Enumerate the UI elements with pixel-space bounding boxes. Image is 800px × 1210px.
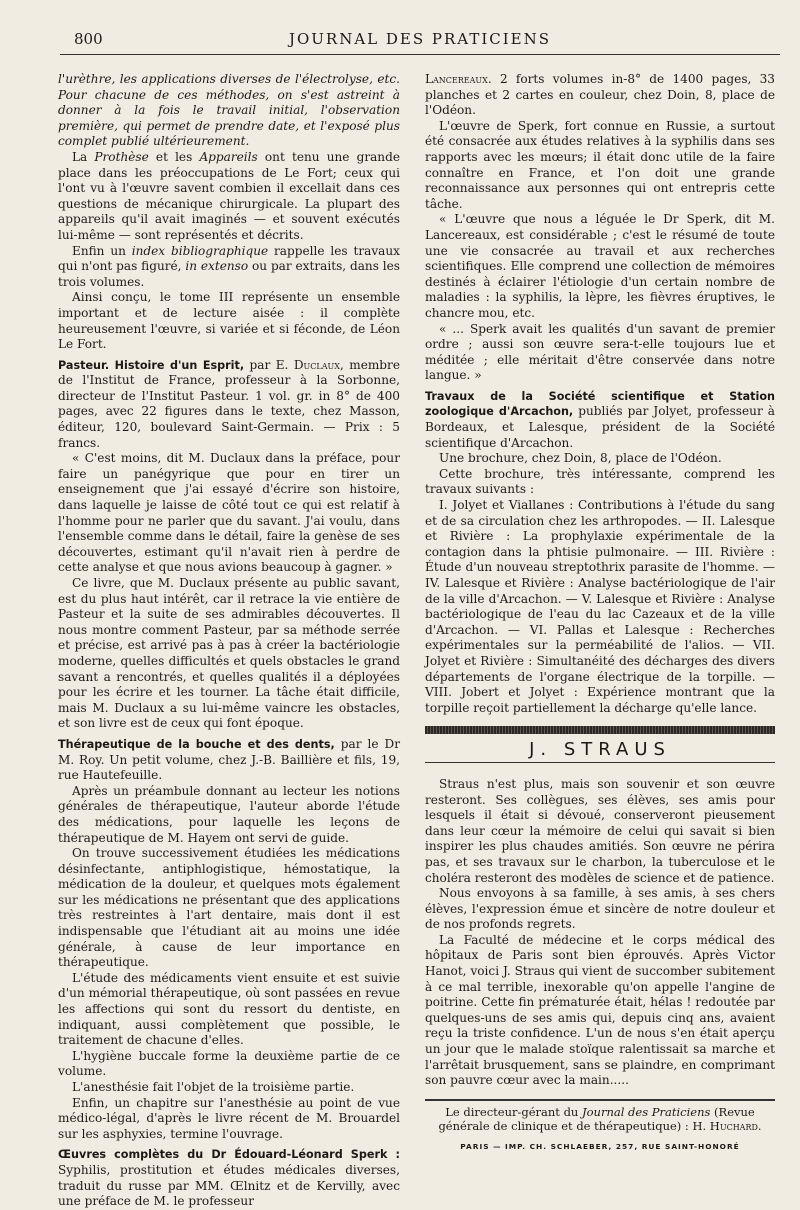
footer-rule xyxy=(425,1099,775,1101)
header-rule xyxy=(60,54,780,55)
section-divider xyxy=(425,726,775,734)
right-column xyxy=(425,72,775,1154)
paragraph xyxy=(58,150,400,244)
review-entry-pasteur xyxy=(58,358,400,452)
paragraph: Ce livre, que M. Duclaux présente au public savant, est du plus haut intérêt, car il retrace la vie entière de Pasteur et la suite de ses admirables découvertes. Il nous montre comment Pasteur, par sa méthode serrée et précise, est arrivé pas à pas à créer la bactériologie moderne, quelles difficultés et quels obstacles le grand savant a rencontrés, et quelles qualités il a déployées pour les écrire et les tourner. La tâche était difficile, mais M. Duclaux a su lui-même vaincre les obstacles, et son livre est de ceux qui font époque. xyxy=(58,576,400,731)
page-number: 800 xyxy=(74,30,103,48)
paragraph xyxy=(425,72,775,119)
paragraph: L'hygiène buccale forme la deuxième partie de ce volume. xyxy=(58,1048,400,1079)
text: Appareils xyxy=(199,149,258,164)
text: Huchard xyxy=(709,1118,758,1133)
paragraph: « L'œuvre que nous a léguée le Dr Sperk, dit M. Lancereaux, est considérable ; c'est le résumé de toute une vie consacrée au travail et aux recherches scientifiques. Elle comprend une collection de mémoires destinés à éclairer l'étiologie d'un certain nombre de maladies : la syphilis, la lèpre, les fièvres éruptives, le chancre mou, etc. xyxy=(425,212,775,320)
paragraph: La Faculté de médecine et le corps médical des hôpitaux de Paris sont bien éprouvés. Après Victor Hanot, voici J. Straus qui vient de succomber subitement à ce mal terrible, inexorable qu'on appelle l'angine de poitrine. Cette fin prématurée était, hélas ! redoutée par quelques-uns de ses amis qui, depuis cinq ans, avaient reçu la triste confidence. L'un de nous s'en était aperçu un jour que le malade stoïque ralentissait sa marche et l'arrêtait brusquement, sans se plaindre, en comprimant son pauvre cœur avec la main..... xyxy=(425,932,775,1088)
text: , membre de l'Institut de France, professeur à la Sorbonne, directeur de l'Institut Pasteur. 1 vol. gr. in 8° de 400 pages, avec 22 figures dans le texte, chez Masson, éditeur, 120, boulevard Saint-Germain. — Prix : 5 francs. xyxy=(58,357,400,450)
text: Enfin un xyxy=(72,243,132,258)
text: in extenso xyxy=(185,259,249,274)
paragraph: L'étude des médicaments vient ensuite et est suivie d'un mémorial thérapeutique, où sont passées en revue les affections qui sont du ressort du dentiste, en indiquant, aussi complètement que possible, le traitement de chacune d'elles. xyxy=(58,970,400,1048)
paragraph: Enfin, un chapitre sur l'anesthésie au point de vue médico-légal, d'après le livre récent de M. Brouardel sur les asphyxies, termine l'ouvrage. xyxy=(58,1095,400,1141)
left-column xyxy=(58,72,400,1210)
obituary-title: J. STRAUS xyxy=(529,739,671,761)
paragraph: « ... Sperk avait les qualités d'un savant de premier ordre ; aussi son œuvre sera-t-elle toujours lue et méditée ; elle méritait d'être conservée dans notre langue. » xyxy=(425,321,775,383)
review-entry-sperk xyxy=(58,1147,400,1209)
text: ont tenu une grande place dans les préoccupations de Le Fort; ceux qui l'ont vu à l'œuvre savent combien il excellait dans ces questions de mécanique chirurgicale. La plupart des appareils qu'il avait imaginés — et souvent exécutés lui-même — sont représentés et décrits. xyxy=(58,149,400,242)
paragraph: « C'est moins, dit M. Duclaux dans la préface, pour faire un panégyrique que pour en tirer un enseignement que j'ai essayé d'écrire son histoire, dans laquelle je laisse de côté tout ce qui est relatif à l'homme pour ne parler que du savant. J'ai voulu, dans l'ensemble comme dans le détail, faire la genèse de ses découvertes, estimant qu'il n'avait rien à perdre de cette analyse et que nous avions beaucoup à gagner. » xyxy=(58,451,400,575)
paragraph: L'anesthésie fait l'objet de la troisième partie. xyxy=(72,1080,355,1094)
paragraph: Cette brochure, très intéressante, comprend les travaux suivants : xyxy=(425,466,775,497)
paragraph: Après un préambule donnant au lecteur les notions générales de thérapeutique, l'auteur aborde l'étude des médications, pour laquelle les leçons de thérapeutique de M. Hayem ont servi de guide. xyxy=(58,783,400,845)
text: Journal des Praticiens xyxy=(582,1104,711,1119)
paragraph: Straus n'est plus, mais son souvenir et son œuvre resteront. Ses collègues, ses élèves, ses amis pour lesquels il était si dévoué, conserveront pieusement dans leur cœur la mémoire de celui qui savait si bien inspirer les plus chaudes amitiés. Son œuvre ne périra pas, et ses travaux sur le charbon, la tuberculose et le choléra resteront des modèles de science et de patience. xyxy=(425,776,775,885)
paragraph-text: l'urèthre, les applications diverses de l'électrolyse, etc. Pour chacune de ces méthodes, on s'est astreint à donner à la fois le travail initial, l'observation première, qui permet de prendre date, et l'exposé plus complet publié ultérieurement. xyxy=(58,72,400,149)
paragraph: Une brochure, chez Doin, 8, place de l'Odéon. xyxy=(439,451,722,466)
text: . xyxy=(757,1118,762,1133)
text: (Revue générale de clinique et de thérapeutique) : H. xyxy=(438,1104,755,1133)
text: . 2 forts volumes in-8° de 1400 pages, 33 planches et 2 cartes en couleur, chez Doin, 8, place de l'Odéon. xyxy=(425,72,775,118)
printer-imprint: PARIS — IMP. CH. SCHLAEBER, 257, RUE SAINT-HONORÉ xyxy=(460,1141,740,1151)
entry-heading: Travaux de la Société scientifique et Station zoologique d'Arcachon, xyxy=(425,389,775,419)
journal-title: JOURNAL DES PRATICIENS xyxy=(288,30,552,48)
text: par E. xyxy=(244,357,294,372)
paragraph: I. Jolyet et Viallanes : Contributions à l'étude du sang et de sa circulation chez les arthropodes. — II. Lalesque et Rivière : La prophylaxie expérimentale de la contagion dans la phtisie pulmonaire. — III. Rivière : Étude d'un nouveau streptothrix parasite de l'homme. — IV. Lalesque et Rivière : Analyse bactériologique de l'air de la ville d'Arcachon. — V. Lalesque et Rivière : Analyse bactériologique de l'eau du lac Cazeaux et de la ville d'Arcachon. — VI. Pallas et Lalesque : Recherches expérimentales sur la perméabilité de l'alios. — VII. Jolyet et Rivière : Simultanéité des décharges des divers départements de l'organe électrique de la torpille. — VIII. Jobert et Jolyet : Expérience montrant que la torpille reçoit partiellement la décharge qu'elle lance. xyxy=(425,498,775,715)
review-entry-therapeutique xyxy=(58,737,400,784)
entry-heading: Thérapeutique de la bouche et des dents, xyxy=(58,737,335,751)
text: index bibliographique xyxy=(131,243,269,258)
text: La xyxy=(72,149,95,164)
title-rule xyxy=(425,762,775,763)
text: par le Dr M. Roy. Un petit volume, chez J.-B. Baillière et fils, 19, rue Hautefeuille. xyxy=(58,736,400,783)
paragraph: L'œuvre de Sperk, fort connue en Russie, a surtout été consacrée aux études relatives à la syphilis dans ses rapports avec les mœurs; il était donc utile de la faire connaître en France, et l'on doit une grande reconnaissance aux personnes qui ont entrepris cette tâche. xyxy=(425,118,775,211)
author-name: Lancereaux xyxy=(425,72,488,86)
editor-note xyxy=(425,1105,775,1133)
paragraph: On trouve successivement étudiées les médications désinfectante, antiphlogistique, hémostatique, la médication de la douleur, et quelques mots également sur les médications ne présentant que des applications très restreintes à l'art dentaire, mais dont il est indispensable que l'étudiant ait au moins une idée générale, à cause de leur importance en thérapeutique. xyxy=(58,846,400,970)
text: publiés par Jolyet, professeur à Bordeaux, et Lalesque, président de la Société scientifique d'Arcachon. xyxy=(425,404,775,450)
text: et les xyxy=(148,149,200,164)
paragraph xyxy=(58,72,400,150)
paragraph: Ainsi conçu, le tome III représente un ensemble important et de lecture aisée : il complète heureusement l'œuvre, si variée et si féconde, de Léon Le Fort. xyxy=(58,290,400,352)
paragraph xyxy=(58,244,400,291)
review-entry-arcachon xyxy=(425,389,775,451)
page-header xyxy=(60,24,780,54)
text: ou par extraits, dans les trois volumes. xyxy=(58,259,401,289)
text: rappelle les travaux qui n'ont pas figuré, xyxy=(58,243,400,274)
text: Le directeur-gérant du xyxy=(445,1104,582,1119)
paragraph: Nous envoyons à sa famille, à ses amis, à ses chers élèves, l'expression émue et sincère de notre douleur et de nos profonds regrets. xyxy=(425,886,775,932)
entry-heading: Œuvres complètes du Dr Édouard-Léonard Sperk : xyxy=(58,1148,400,1162)
text: Prothèse xyxy=(94,149,149,164)
author-name: Duclaux xyxy=(293,357,340,372)
text: Syphilis, prostitution et études médicales diverses, traduit du russe par MM. Œlnitz et de Kervilly, avec une préface de M. le professeur xyxy=(58,1162,400,1209)
entry-heading: Pasteur. Histoire d'un Esprit, xyxy=(58,358,245,372)
